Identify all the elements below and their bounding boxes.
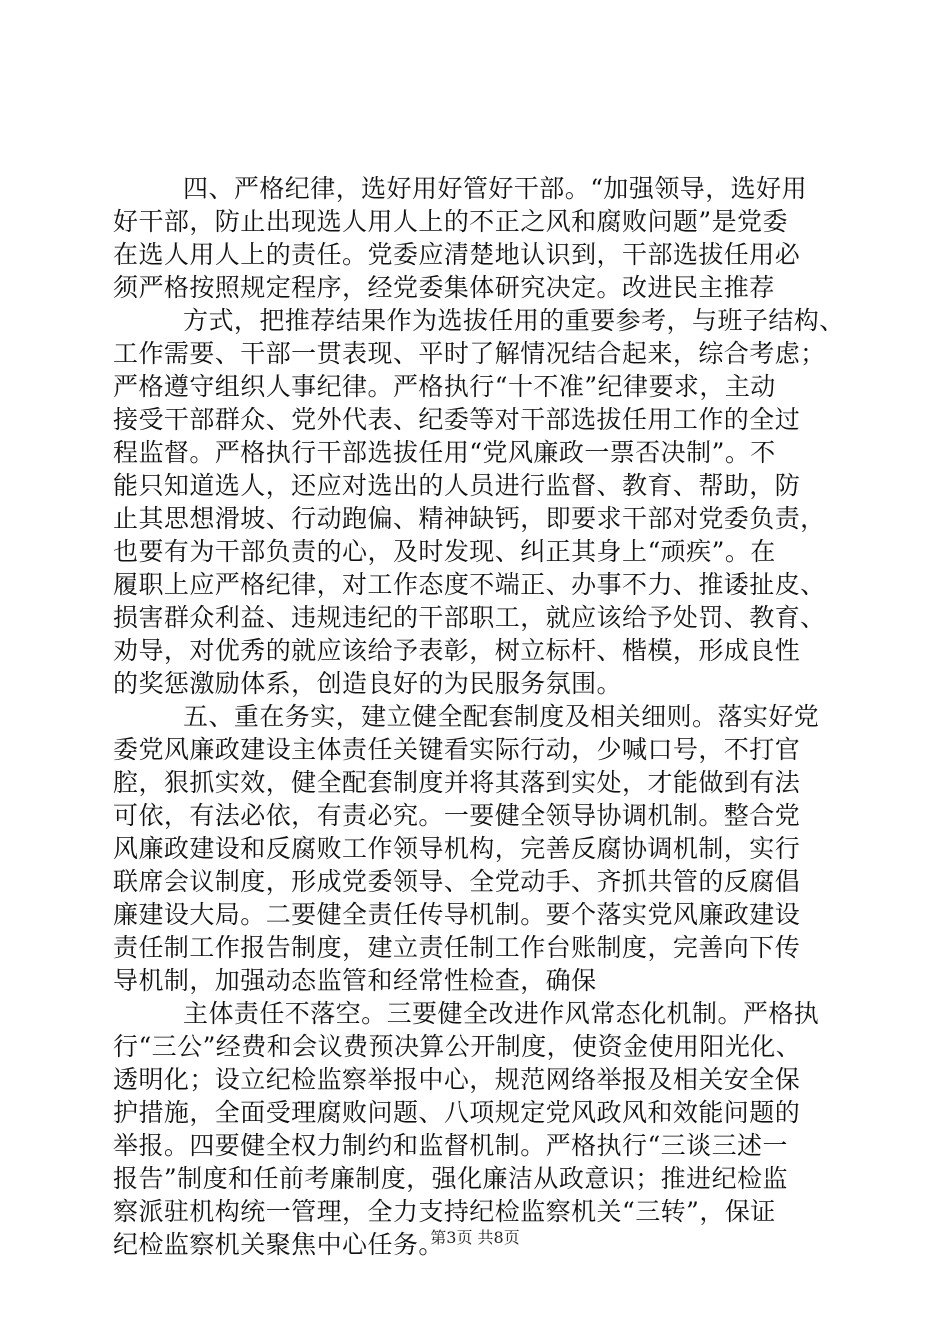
text-line: 风廉政建设和反腐败工作领导机构，完善反腐协调机制，实行 [113,834,801,863]
text-line: 联席会议制度，形成党委领导、全党动手、齐抓共管的反腐倡 [113,867,801,896]
document-body [113,172,845,1261]
page-footer: 第3页 共8页 [430,1228,520,1247]
text-line: 在选人用人上的责任。党委应清楚地认识到，干部选拔任用必 [113,240,801,269]
text-line: 可依，有法必依，有责必究。一要健全领导协调机制。整合党 [113,801,801,830]
text-line: 报告”制度和任前考廉制度，强化廉洁从政意识；推进纪检监 [113,1164,788,1193]
text-line: 好干部，防止出现选人用人上的不正之风和腐败问题”是党委 [113,207,788,236]
text-line: 护措施，全面受理腐败问题、八项规定党风政风和效能问题的 [113,1098,801,1127]
text-line: 透明化；设立纪检监察举报中心，规范网络举报及相关安全保 [113,1065,801,1094]
text-line: 四、严格纪律，选好用好管好干部。“加强领导，选好用 [183,174,808,203]
text-line: 工作需要、干部一贯表现、平时了解情况结合起来，综合考虑； [113,339,826,368]
text-line: 行“三公”经费和会议费预决算公开制度，使资金使用阳光化、 [113,1032,802,1061]
text-line: 损害群众利益、违规违纪的干部职工，就应该给予处罚、教育、 [113,603,826,632]
text-line: 举报。四要健全权力制约和监督机制。严格执行“三谈三述一 [113,1131,788,1160]
text-line: 能只知道选人，还应对选出的人员进行监督、教育、帮助，防 [113,471,801,500]
text-line: 导机制，加强动态监管和经常性检查，确保 [113,966,597,995]
text-line: 责任制工作报告制度，建立责任制工作台账制度，完善向下传 [113,933,801,962]
text-line: 纪检监察机关聚焦中心任务。 [113,1230,444,1259]
text-line: 止其思想滑坡、行动跑偏、精神缺钙，即要求干部对党委负责， [113,504,826,533]
text-line: 严格遵守组织人事纪律。严格执行“十不准”纪律要求，主动 [113,372,776,401]
text-line: 五、重在务实，建立健全配套制度及相关细则。落实好党 [183,702,820,731]
text-line: 也要有为干部负责的心，及时发现、纠正其身上“顽疾”。在 [113,537,776,566]
text-line: 察派驻机构统一管理，全力支持纪检监察机关“三转”，保证 [113,1197,776,1226]
text-line: 接受干部群众、党外代表、纪委等对干部选拔任用工作的全过 [113,405,801,434]
text-line: 廉建设大局。二要健全责任传导机制。要个落实党风廉政建设 [113,900,801,929]
text-line: 主体责任不落空。三要健全改进作风常态化机制。严格执 [183,999,820,1028]
text-line: 腔，狠抓实效，健全配套制度并将其落到实处，才能做到有法 [113,768,801,797]
text-line: 履职上应严格纪律，对工作态度不端正、办事不力、推诿扯皮、 [113,570,826,599]
text-line: 劝导，对优秀的就应该给予表彰，树立标杆、楷模，形成良性 [113,636,801,665]
text-line: 委党风廉政建设主体责任关键看实际行动，少喊口号，不打官 [113,735,801,764]
text-line: 程监督。严格执行干部选拔任用“党风廉政一票否决制”。不 [113,438,776,467]
text-line: 须严格按照规定程序，经党委集体研究决定。改进民主推荐 [113,273,775,302]
text-line: 的奖惩激励体系，创造良好的为民服务氛围。 [113,669,623,698]
text-line: 方式，把推荐结果作为选拔任用的重要参考，与班子结构、 [183,306,845,335]
